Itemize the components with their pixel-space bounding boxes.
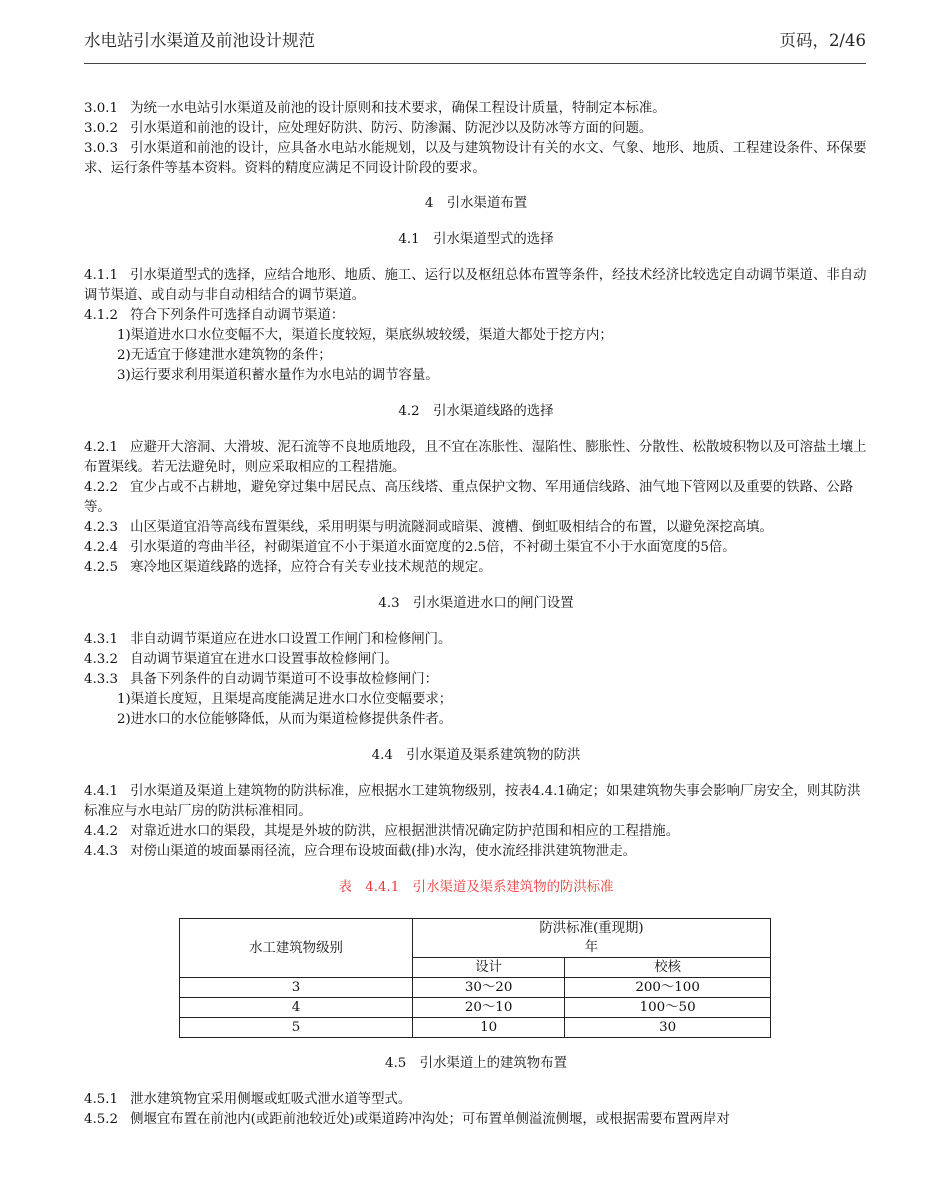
clause-3-0-2: 3.0.2 引水渠道和前池的设计，应处理好防洪、防污、防渗漏、防泥沙以及防冰等方面的问题。 bbox=[84, 121, 653, 136]
clause-4-1-2: 4.1.2 符合下列条件可选择自动调节渠道： bbox=[84, 308, 345, 323]
clause-4-2-3: 4.2.3 山区渠道宜沿等高线布置渠线，采用明渠与明流隧洞或暗渠、渡槽、倒虹吸相结合的布置，以避免深挖高填。 bbox=[84, 520, 773, 535]
list-item: 1)渠道长度短，且渠堤高度能满足进水口水位变幅要求； bbox=[117, 692, 453, 707]
cell-check: 100～50 bbox=[565, 998, 771, 1018]
section-4-5-title: 4.5 引水渠道上的建筑物布置 bbox=[385, 1056, 567, 1071]
section-4-1-title: 4.1 引水渠道型式的选择 bbox=[398, 232, 554, 247]
cell-design: 20～10 bbox=[413, 998, 565, 1018]
table-row bbox=[180, 1018, 771, 1038]
clause-4-4-2: 4.4.2 对靠近进水口的渠段，其堤是外坡的防洪，应根据泄洪情况确定防护范围和相应的工程措施。 bbox=[84, 824, 680, 839]
clause-3-0-3: 3.0.3 引水渠道和前池的设计，应具备水电站水能规划，以及与建筑物设计有关的水文、气象、地形、地质、工程建设条件、环保要求、运行条件等基本资料。资料的精度应满足不同设计阶段的要求。 bbox=[84, 141, 867, 176]
cell-check: 200～100 bbox=[565, 978, 771, 998]
list-item: 2)无适宜于修建泄水建筑物的条件； bbox=[117, 348, 332, 363]
clause-3-0-1: 3.0.1 为统一水电站引水渠道及前池的设计原则和技术要求，确保工程设计质量，特制定本标准。 bbox=[84, 101, 666, 116]
page-header bbox=[84, 26, 866, 52]
header-design: 设计 bbox=[413, 958, 565, 978]
header-level: 水工建筑物级别 bbox=[180, 919, 413, 978]
chapter-4-title: 4 引水渠道布置 bbox=[424, 196, 528, 211]
cell-level: 4 bbox=[180, 998, 413, 1018]
list-item: 3)运行要求利用渠道积蓄水量作为水电站的调节容量。 bbox=[117, 368, 439, 383]
clause-4-5-1: 4.5.1 泄水建筑物宜采用侧堰或虹吸式泄水道等型式。 bbox=[84, 1092, 412, 1107]
clause-4-1-1: 4.1.1 引水渠道型式的选择，应结合地形、地质、施工、运行以及枢纽总体布置等条件，经技术经济比较选定自动调节渠道、非自动调节渠道、或自动与非自动相结合的调节渠道。 bbox=[84, 268, 867, 303]
cell-design: 30～20 bbox=[413, 978, 565, 998]
cell-design: 10 bbox=[413, 1018, 565, 1038]
list-item: 1)渠道进水口水位变幅不大，渠道长度较短，渠底纵坡较缓，渠道大都处于挖方内； bbox=[117, 328, 613, 343]
clause-4-2-5: 4.2.5 寒冷地区渠道线路的选择，应符合有关专业技术规范的规定。 bbox=[84, 560, 492, 575]
table-caption: 表 4.4.1 引水渠道及渠系建筑物的防洪标准 bbox=[338, 880, 614, 895]
header-standard: 防洪标准(重现期) 年 bbox=[413, 919, 771, 958]
clause-4-2-2: 4.2.2 宜少占或不占耕地，避免穿过集中居民点、高压线塔、重点保护文物、军用通信线路、油气地下管网以及重要的铁路、公路等。 bbox=[84, 480, 854, 515]
section-4-2-title: 4.2 引水渠道线路的选择 bbox=[398, 404, 554, 419]
clause-4-4-3: 4.4.3 对傍山渠道的坡面暴雨径流，应合理布设坡面截(排)水沟，使水流经排洪建筑物泄走。 bbox=[84, 844, 636, 859]
clause-4-5-2: 4.5.2 侧堰宜布置在前池内(或距前池较近处)或渠道跨冲沟处；可布置单侧溢流侧堰，或根据需要布置两岸对 bbox=[84, 1112, 730, 1127]
clause-4-2-4: 4.2.4 引水渠道的弯曲半径，衬砌渠道宜不小于渠道水面宽度的2.5倍，不衬砌土渠宜不小于水面宽度的5倍。 bbox=[84, 540, 736, 555]
header-check: 校核 bbox=[565, 958, 771, 978]
document-title: 水电站引水渠道及前池设计规范 bbox=[84, 31, 315, 50]
table-header-row bbox=[180, 919, 771, 958]
section-4-3-title: 4.3 引水渠道进水口的闸门设置 bbox=[378, 596, 574, 611]
clause-4-3-2: 4.3.2 自动调节渠道宜在进水口设置事故检修闸门。 bbox=[84, 652, 398, 667]
clause-4-3-1: 4.3.1 非自动调节渠道应在进水口设置工作闸门和检修闸门。 bbox=[84, 632, 452, 647]
clause-4-2-1: 4.2.1 应避开大溶洞、大滑坡、泥石流等不良地质地段，且不宜在冻胀性、湿陷性、膨胀性、分散性、松散坡积物以及可溶盐土壤上布置渠线。若无法避免时，则应采取相应的工程措施。 bbox=[84, 440, 867, 475]
list-item: 2)进水口的水位能够降低，从而为渠道检修提供条件者。 bbox=[117, 712, 453, 727]
cell-check: 30 bbox=[565, 1018, 771, 1038]
section-4-4-title: 4.4 引水渠道及渠系建筑物的防洪 bbox=[371, 748, 581, 763]
flood-standard-table bbox=[179, 918, 771, 1038]
table-row bbox=[180, 998, 771, 1018]
clause-4-4-1: 4.4.1 引水渠道及渠道上建筑物的防洪标准，应根据水工建筑物级别，按表4.4.1确定；如果建筑物失事会影响厂房安全，则其防洪标准应与水电站厂房的防洪标准相同。 bbox=[84, 784, 861, 819]
clause-4-3-3: 4.3.3 具备下列条件的自动调节渠道可不设事故检修闸门： bbox=[84, 672, 439, 687]
cell-level: 5 bbox=[180, 1018, 413, 1038]
page-number: 页码，2/46 bbox=[779, 31, 866, 50]
header-rule bbox=[84, 63, 866, 64]
document-body bbox=[84, 99, 868, 1130]
cell-level: 3 bbox=[180, 978, 413, 998]
table-row bbox=[180, 978, 771, 998]
